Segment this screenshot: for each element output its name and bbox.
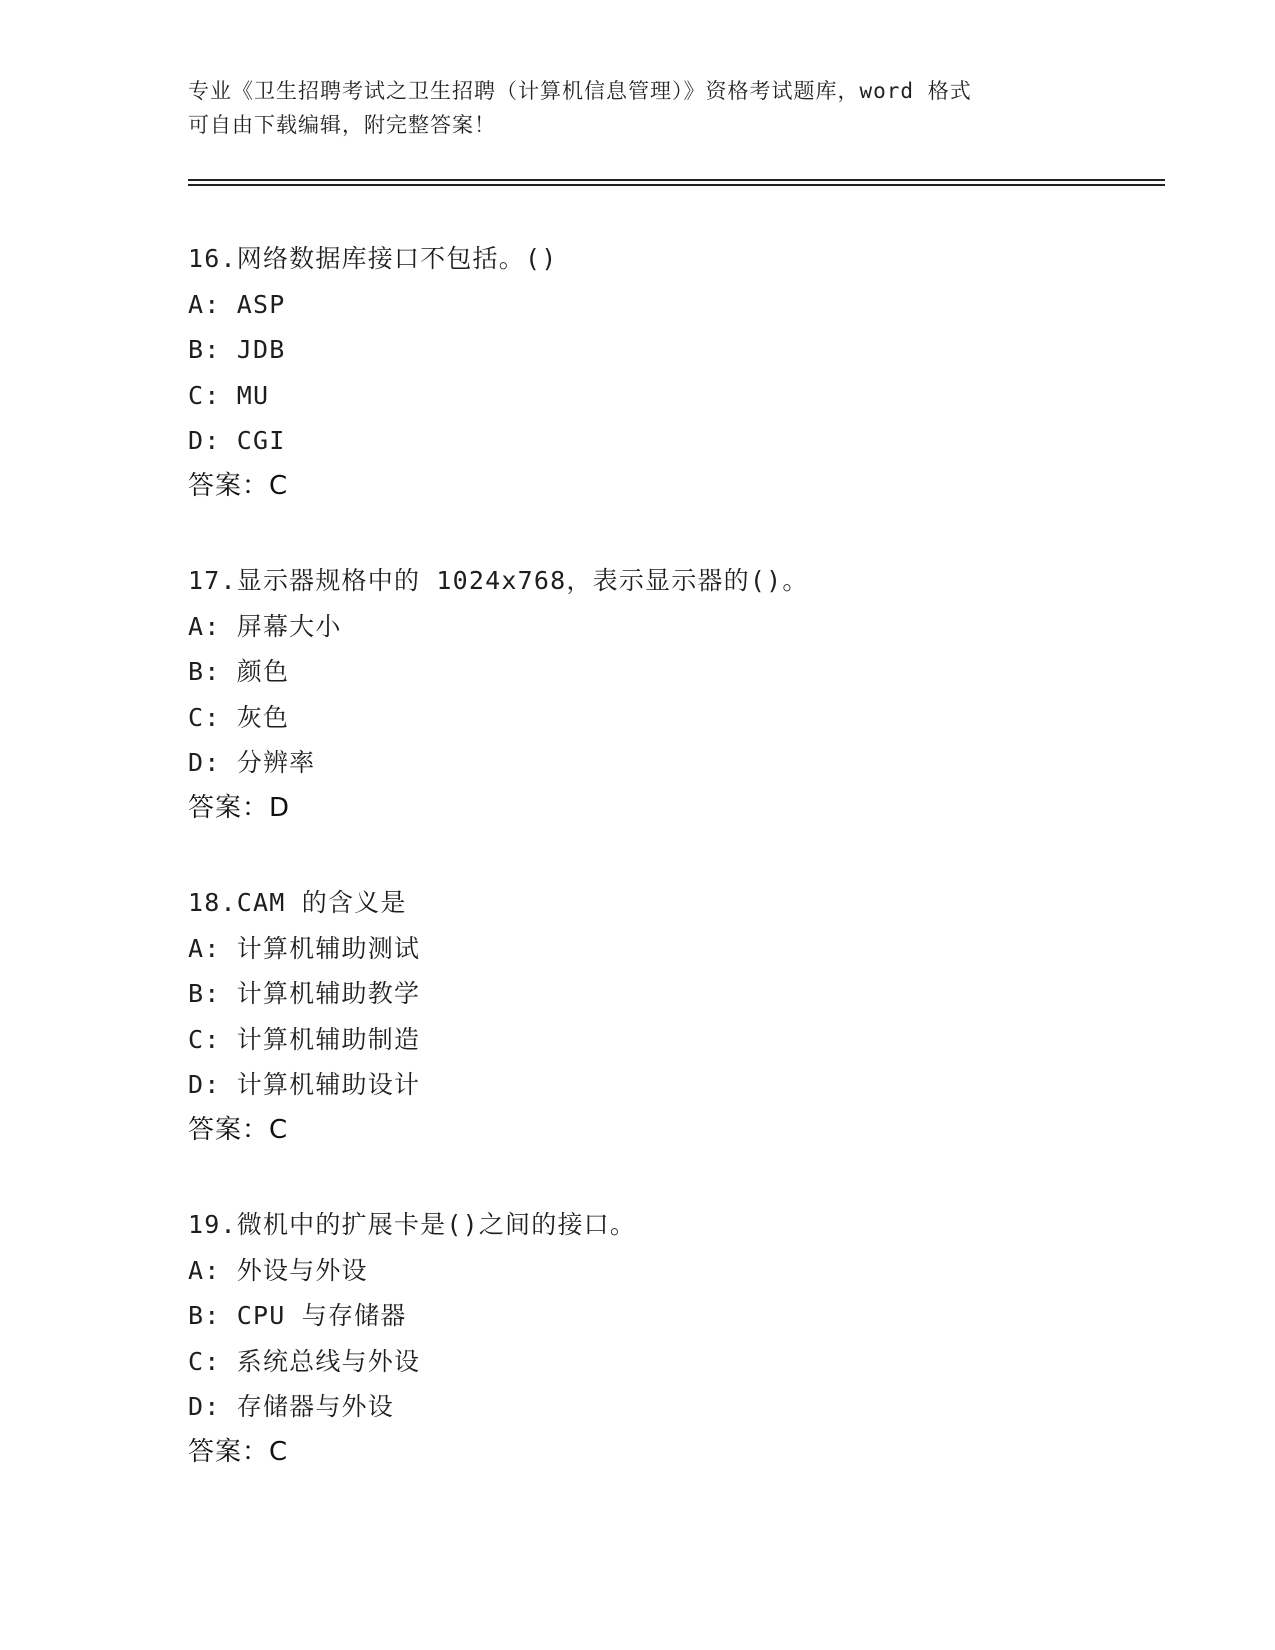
header-line-2: 可自由下载编辑，附完整答案！ <box>188 113 496 137</box>
option-d: D: 分辨率 <box>188 748 316 778</box>
document-header <box>188 74 1088 142</box>
question-19 <box>188 1202 1168 1524</box>
option-d: D: CGI <box>188 426 286 456</box>
question-stem: 18.CAM 的含义是 <box>188 888 407 917</box>
option-b: B: 计算机辅助教学 <box>188 979 421 1009</box>
question-17 <box>188 558 1168 880</box>
option-d: D: 计算机辅助设计 <box>188 1070 421 1100</box>
question-stem: 17.显示器规格中的 1024x768，表示显示器的()。 <box>188 566 809 595</box>
option-b: B: 颜色 <box>188 657 290 687</box>
option-c: C: MU <box>188 380 270 410</box>
option-a: A: 屏幕大小 <box>188 611 342 641</box>
question-stem: 16.网络数据库接口不包括。() <box>188 244 558 273</box>
option-b: B: JDB <box>188 335 286 365</box>
question-16 <box>188 236 1168 558</box>
question-stem: 19.微机中的扩展卡是()之间的接口。 <box>188 1210 637 1239</box>
option-a: A: 计算机辅助测试 <box>188 933 421 963</box>
option-c: C: 系统总线与外设 <box>188 1346 421 1376</box>
option-b: B: CPU 与存储器 <box>188 1301 407 1331</box>
answer-line: 答案：C <box>188 1436 289 1467</box>
option-c: C: 灰色 <box>188 702 290 732</box>
question-list <box>188 236 1168 1524</box>
header-divider-top <box>188 179 1165 181</box>
answer-line: 答案：D <box>188 792 291 823</box>
header-line-1: 专业《卫生招聘考试之卫生招聘（计算机信息管理）》资格考试题库，word 格式 <box>188 79 972 103</box>
answer-line: 答案：C <box>188 1114 289 1145</box>
option-d: D: 存储器与外设 <box>188 1392 394 1422</box>
option-a: A: 外设与外设 <box>188 1255 368 1285</box>
header-divider-bottom <box>188 184 1165 186</box>
question-18 <box>188 880 1168 1202</box>
option-c: C: 计算机辅助制造 <box>188 1024 421 1054</box>
option-a: A: ASP <box>188 289 286 319</box>
answer-line: 答案：C <box>188 470 289 501</box>
